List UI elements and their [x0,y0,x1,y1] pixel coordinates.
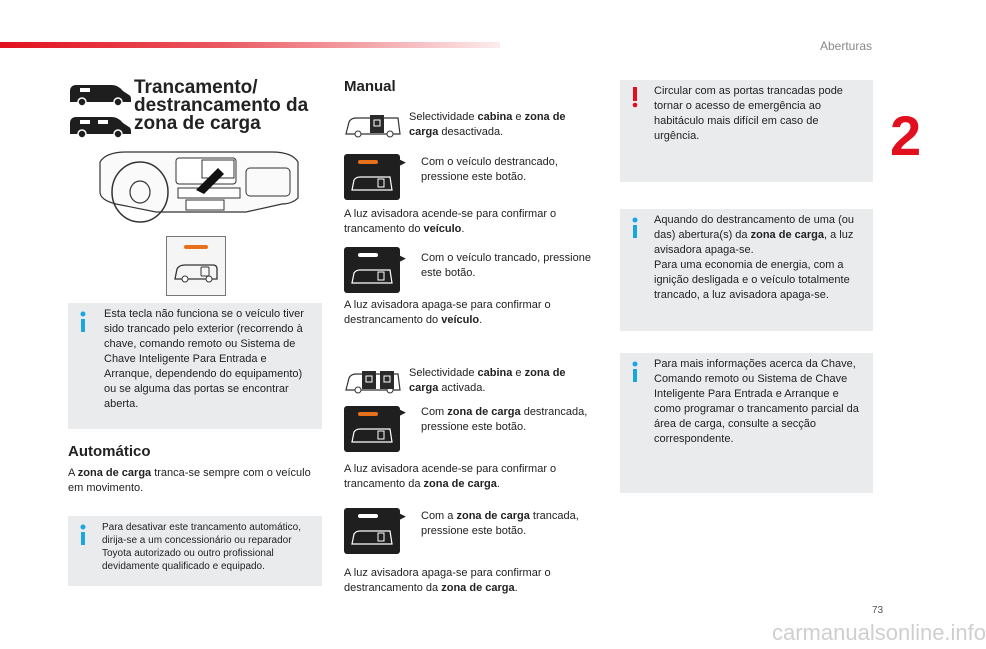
van-lock-icon [350,265,394,287]
step-1: ▶ Com o veículo destrancado, pressione este botão. [399,156,558,183]
result-4: A luz avisadora apaga-se para confirmar o destrancamento da zona de carga. [344,567,551,594]
step-3: ▶ Com zona de carga destrancada, pressione este botão. [399,406,588,433]
led-indicator [184,245,208,249]
van-cab-cargo-icon [344,368,402,394]
automatic-info-box: Para desativar este trancamento automático, dirija-se a um concessionário ou reparador Toyota autorizado ou outro profissional devidamente qualificado e equipado. [68,516,322,586]
button-led-on-2 [344,508,400,554]
button-led-on-1 [344,247,400,293]
led-indicator [358,253,378,257]
manual-heading: Manual [344,78,396,95]
step-4: ▶ Com a zona de carga trancada, pressione este botão. [399,510,579,537]
result-2: A luz avisadora apaga-se para confirmar o destrancamento do veículo. [344,299,551,326]
watermark-logo: carmanualsonline.info [772,620,986,645]
chapter-number: 2 [890,104,922,167]
led-indicator [358,412,378,416]
bullet-icon: ▶ [399,157,406,167]
right-info-box-1: Aquando do destrancamento de uma (ou das) abertura(s) da zona de carga, a luz avisadora apaga-se. Para uma economia de energia, com a ignição desligada e o veículo totalmente trancado, a luz avisadora apaga-se. [620,209,873,331]
right-info-box-2: Para mais informações acerca da Chave, Comando remoto ou Sistema de Chave Inteligente Para Entrada e Arranque e como programar o trancamento parcial da área de carga, consulte a secção correspondente. [620,353,873,493]
info-icon [628,361,642,383]
section-title: Aberturas [819,39,872,53]
step-2: ▶ Com o veículo trancado, pressione este botão. [399,252,591,279]
bullet-icon: ▶ [399,253,406,263]
result-3: A luz avisadora acende-se para confirmar o trancamento da zona de carga. [344,463,557,490]
info-icon [628,217,642,239]
van-lock-icon [350,424,394,446]
dashboard-illustration [96,148,302,230]
van-cab-icon [344,112,402,138]
selectivity-2: Selectividade cabina e zona de carga activada. [409,367,566,394]
info-icon [76,311,90,333]
automatic-text: A zona de carga tranca-se sempre com o veículo em movimento. [68,467,311,494]
van-lock-icon [173,257,219,285]
header-accent-bar [0,42,500,48]
bullet-icon: ▶ [399,511,406,521]
van-lock-icon [350,172,394,194]
bullet-icon: ▶ [399,407,406,417]
button-led-off-1 [344,154,400,200]
info-icon [76,524,90,546]
page-number: 73 [872,605,884,616]
page-title: Trancamento/ destrancamento da zona de carga [134,77,309,134]
result-1: A luz avisadora acende-se para confirmar o trancamento do veículo. [344,208,557,235]
lock-button-illustration [166,236,226,296]
left-info-box: Esta tecla não funciona se o veículo tiver sido trancado pelo exterior (recorrendo à chave, comando remoto ou Sistema de Chave Inteligente Para Entrada e Arranque, dependendo do equipamento) ou se alguma das portas se encontrar aberta. [68,303,322,429]
led-indicator [358,514,378,518]
van-lock-icon [350,526,394,548]
van-icon-1 [68,80,132,106]
button-led-off-2 [344,406,400,452]
warning-box: Circular com as portas trancadas pode tornar o acesso de emergência ao habitáculo mais difícil em caso de urgência. [620,80,873,182]
led-indicator [358,160,378,164]
warning-icon [628,86,642,108]
selectivity-1: Selectividade cabina e zona de carga desactivada. [409,111,566,138]
automatic-heading: Automático [68,443,151,460]
van-icon-2 [68,112,132,138]
van-title-icons [68,80,132,144]
